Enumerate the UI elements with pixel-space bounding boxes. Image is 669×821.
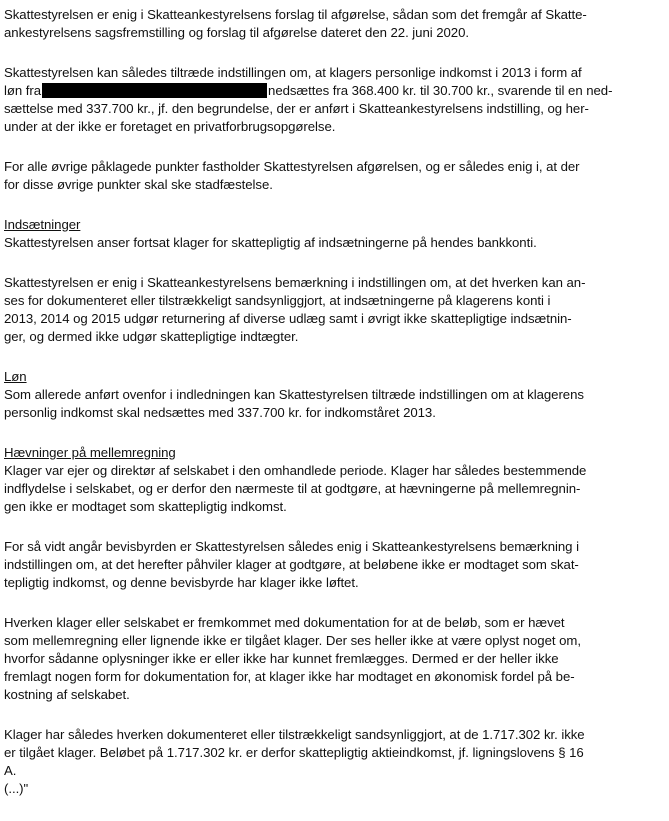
- text-line: ankestyrelsens sagsfremstilling og forslag til afgørelse dateret den 22. juni 2020.: [4, 25, 469, 40]
- heading-haevninger: Hævninger på mellemregning: [4, 445, 176, 460]
- heading-loen: Løn: [4, 369, 27, 384]
- paragraph-documentation: [4, 614, 661, 704]
- text-line: (...)": [4, 781, 29, 796]
- text-line: A.: [4, 763, 17, 778]
- text-line: ses for dokumenteret eller tilstrækkeligt sandsynliggjort, at indsætningerne på klagerens konti i: [4, 293, 551, 308]
- paragraph-income-reduction: [4, 64, 661, 136]
- paragraph-other-points: [4, 158, 661, 194]
- text-line: Skattestyrelsen er enig i Skatteankestyrelsens forslag til afgørelse, sådan som det fremgår af Skatte-: [4, 7, 587, 22]
- paragraph-burden-of-proof: [4, 538, 661, 592]
- text-line-redacted: [4, 82, 661, 100]
- paragraph-salary: [4, 386, 661, 422]
- text-line: som mellemregning eller lignende ikke er tilgået klager. Der ses heller ikke at være oplyst noget om,: [4, 633, 581, 648]
- text-fragment: nedsættes fra 368.400 kr. til 30.700 kr., svarende til en ned-: [268, 83, 613, 98]
- text-line: 2013, 2014 og 2015 udgør returnering af diverse udlæg samt i øvrigt ikke skattepligtige indsætnin-: [4, 311, 572, 326]
- text-line: Skattestyrelsen kan således tiltræde indstillingen om, at klagers personlige indkomst i 2013 i form af: [4, 65, 582, 80]
- redaction-block: [42, 83, 267, 98]
- text-line: Klager har således hverken dokumenteret eller tilstrækkeligt sandsynliggjort, at de 1.717.302 kr. ikke: [4, 727, 585, 742]
- text-line: Skattestyrelsen er enig i Skatteankestyrelsens bemærkning i indstillingen om, at det hverken kan an-: [4, 275, 586, 290]
- text-line: under at der ikke er foretaget en privatforbrugsopgørelse.: [4, 119, 336, 134]
- text-line: er tilgået klager. Beløbet på 1.717.302 kr. er derfor skattepligtig aktieindkomst, jf. ligningslovens § 16: [4, 745, 584, 760]
- text-fragment: løn fra: [4, 83, 42, 98]
- heading-indsaetninger: Indsætninger: [4, 217, 81, 232]
- text-line: tepligtig indkomst, og denne bevisbyrde har klager ikke løftet.: [4, 575, 359, 590]
- text-line: gen ikke er modtaget som skattepligtig indkomst.: [4, 499, 287, 514]
- paragraph-withdrawals: [4, 462, 661, 516]
- paragraph-agreement: [4, 6, 661, 42]
- text-line: Skattestyrelsen anser fortsat klager for skattepligtig af indsætningerne på hendes bankkonti.: [4, 235, 537, 250]
- text-line: for disse øvrige punkter skal ske stadfæstelse.: [4, 177, 273, 192]
- text-line: ger, og dermed ikke udgør skattepligtige indtægter.: [4, 329, 299, 344]
- paragraph-deposits-remark: [4, 274, 661, 346]
- text-line: indflydelse i selskabet, og er derfor den nærmeste til at godtgøre, at hævningerne på mellemregnin-: [4, 481, 581, 496]
- text-line: For så vidt angår bevisbyrden er Skattestyrelsen således enig i Skatteankestyrelsens bemærkning i: [4, 539, 579, 554]
- text-line: Klager var ejer og direktør af selskabet i den omhandlede periode. Klager har således bestemmende: [4, 463, 587, 478]
- text-line: Som allerede anført ovenfor i indledningen kan Skattestyrelsen tiltræde indstillingen om at klagerens: [4, 387, 584, 402]
- text-line: Hverken klager eller selskabet er fremkommet med dokumentation for at de beløb, som er hævet: [4, 615, 565, 630]
- text-line: For alle øvrige påklagede punkter fastholder Skattestyrelsen afgørelsen, og er således enig i, at der: [4, 159, 580, 174]
- text-line: personlig indkomst skal nedsættes med 337.700 kr. for indkomståret 2013.: [4, 405, 436, 420]
- text-line: indstillingen om, at det herefter påhviler klager at godtgøre, at beløbene ikke er modtaget som skat-: [4, 557, 579, 572]
- paragraph-conclusion: [4, 726, 661, 798]
- paragraph-deposits: [4, 234, 661, 252]
- text-line: kostning af selskabet.: [4, 687, 130, 702]
- text-line: sættelse med 337.700 kr., jf. den begrundelse, der er anført i Skatteankestyrelsens indstilling, og her-: [4, 101, 589, 116]
- text-line: fremlagt nogen form for dokumentation for, at klager ikke har modtaget en økonomisk fordel på be-: [4, 669, 575, 684]
- text-line: hvorfor sådanne oplysninger ikke er eller ikke har kunnet fremlægges. Dermed er der heller ikke: [4, 651, 559, 666]
